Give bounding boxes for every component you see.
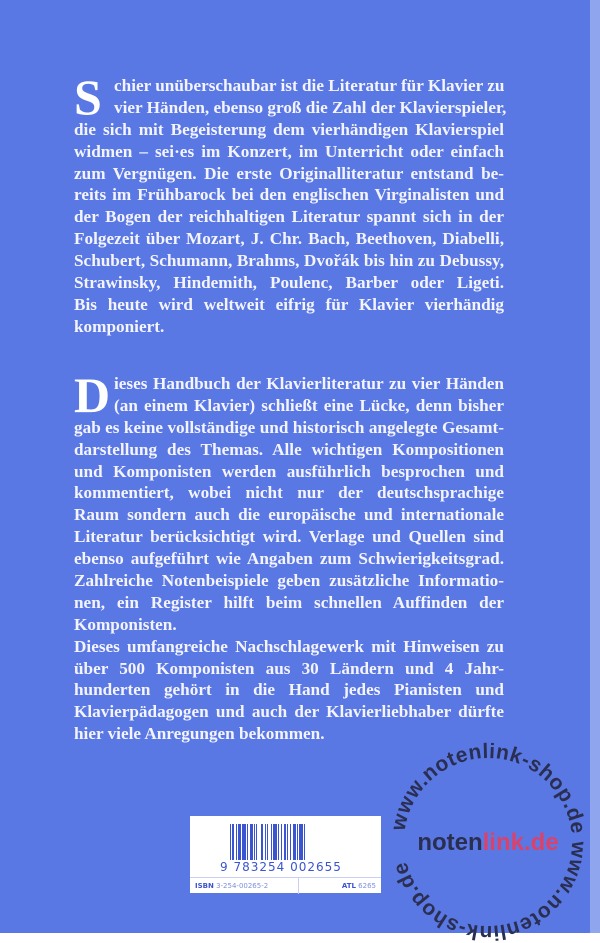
text-line: Bis heute wird weltweit eifrig für Klavier vierhändig [74, 294, 504, 314]
text-line: kommentiert, wobei nicht nur der deutschsprachige [74, 483, 504, 503]
isbn-bar [190, 877, 381, 894]
barcode-digits: 9 783254 002655 [220, 860, 342, 874]
text-line: zum Vergnügen. Die erste Originalliteratur entstand be- [74, 163, 504, 183]
text-line: Komponisten. [74, 614, 177, 634]
atl-number [342, 882, 376, 890]
isbn-value: 3-254-00265-2 [216, 882, 269, 890]
isbn [195, 882, 268, 890]
barcode-label [190, 816, 381, 893]
text-line: Schubert, Schumann, Brahms, Dvořák bis hin zu Debussy, [74, 251, 504, 271]
text-line: Folgezeit über Mozart, J. Chr. Bach, Beethoven, Diabelli, [74, 229, 504, 249]
text-line: komponiert. [74, 316, 165, 336]
shop-stamp [385, 740, 591, 943]
drop-cap: D [74, 367, 111, 423]
atl-value: 6265 [358, 882, 376, 890]
text-line: reits im Frühbarock bei den englischen Virginalisten und [74, 185, 504, 205]
barcode [230, 824, 342, 860]
text-line: hunderten gehört in die Hand jedes Pianisten und [74, 680, 504, 700]
text-line: ebenso aufgeführt wie Angaben zum Schwierigkeitsgrad. [74, 549, 504, 569]
text-line: hier viele Anregungen bekommen. [74, 724, 325, 744]
drop-cap: S [74, 69, 102, 125]
text-line: und Komponisten werden ausführlich besprochen und [74, 461, 504, 481]
brand-accent: link.de [482, 829, 559, 856]
atl-label: ATL [341, 882, 356, 890]
text-line: Literatur berücksichtigt wird. Verlage und Quellen sind [74, 527, 504, 547]
divider [298, 878, 299, 894]
text-line: widmen – sei·es im Konzert, im Unterricht oder einfach [74, 141, 504, 161]
text-line: (an einem Klavier) schließt eine Lücke, denn bisher [114, 395, 504, 415]
text-line: Raum sondern auch die europäische und internationale [74, 505, 504, 525]
cover-edge [590, 0, 600, 933]
text-line: Dieses umfangreiche Nachschlagewerk mit Hinweisen zu [74, 636, 504, 656]
isbn-label: ISBN [195, 882, 214, 890]
text-line: gab es keine vollständige und historisch angelegte Gesamt- [74, 417, 504, 437]
text-line: chier unüberschaubar ist die Literatur für Klavier zu [114, 76, 505, 95]
blurb-paragraph-2 [74, 367, 504, 745]
brand-dark: noten [417, 829, 483, 856]
text-line: vier Händen, ebenso groß die Zahl der Klavierspieler, [114, 97, 507, 117]
text-line: über 500 Komponisten aus 30 Ländern und 4 Jahr- [74, 658, 504, 678]
text-line: Strawinsky, Hindemith, Poulenc, Barber oder Ligeti. [74, 273, 504, 293]
text-line: Klavierpädagogen und auch der Klavierliebhaber dürfte [74, 702, 504, 722]
text-line: ieses Handbuch der Klavierliteratur zu vier Händen [114, 374, 504, 393]
text-line: der Bogen der reichhaltigen Literatur spannt sich in der [74, 207, 504, 227]
text-line: nen, ein Register hilft beim schnellen Auffinden der [74, 592, 504, 612]
barcode-bar [305, 824, 306, 860]
blurb-paragraph-1 [74, 69, 507, 338]
stamp-brand [417, 829, 558, 856]
text-line: die sich mit Begeisterung dem vierhändigen Klavierspiel [74, 119, 504, 139]
text-line: Zahlreiche Notenbeispiele geben zusätzliche Informatio- [74, 571, 504, 591]
text-line: darstellung des Themas. Alle wichtigen Kompositionen [74, 439, 504, 459]
stamp-ring-path: www.notenlink-shop.de www.notenlink-shop.de [386, 740, 591, 943]
